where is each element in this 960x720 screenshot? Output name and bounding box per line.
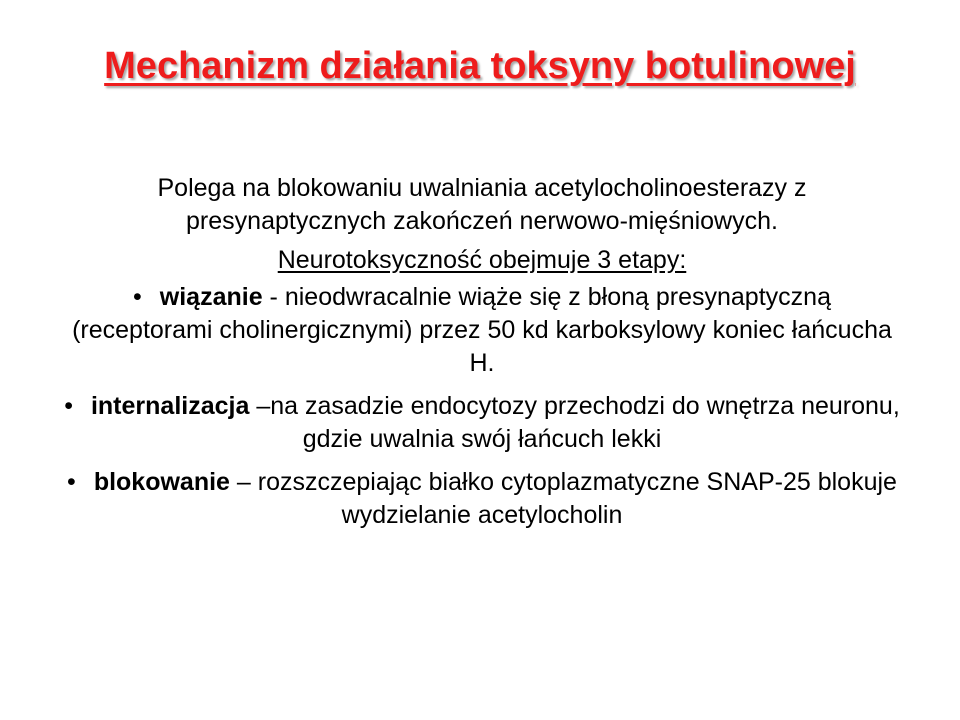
list-item <box>62 390 902 456</box>
stages-list <box>62 281 902 532</box>
stage-description: – rozszczepiając białko cytoplazmatyczne SNAP-25 blokuje wydzielanie acetylocholin <box>229 468 897 529</box>
bullet-icon: • <box>64 392 73 420</box>
stage-description: –na zasadzie endocytozy przechodzi do wnętrza neuronu, gdzie uwalnia swój łańcuch lekki <box>249 392 900 453</box>
stage-term: wiązanie <box>159 283 263 311</box>
stage-term: blokowanie <box>93 468 230 496</box>
slide-title: Mechanizm działania toksyny botulinowej <box>104 45 856 87</box>
intro-paragraph: Polega na blokowaniu uwalniania acetylocholinoesterazy z presynaptycznych zakończeń nerwowo-mięśniowych. <box>157 174 807 235</box>
stage-description: - nieodwracalnie wiąże się z błoną presynaptyczną (receptorami cholinergicznymi) przez 50 kd karboksylowy koniec łańcucha H. <box>72 283 892 377</box>
bullet-icon: • <box>133 283 142 311</box>
stages-heading: Neurotoksyczność obejmuje 3 etapy: <box>277 246 687 274</box>
bullet-icon: • <box>67 468 76 496</box>
list-item <box>62 466 902 532</box>
list-item <box>62 281 902 380</box>
stage-term: internalizacja <box>90 392 250 420</box>
slide-body <box>62 172 902 542</box>
